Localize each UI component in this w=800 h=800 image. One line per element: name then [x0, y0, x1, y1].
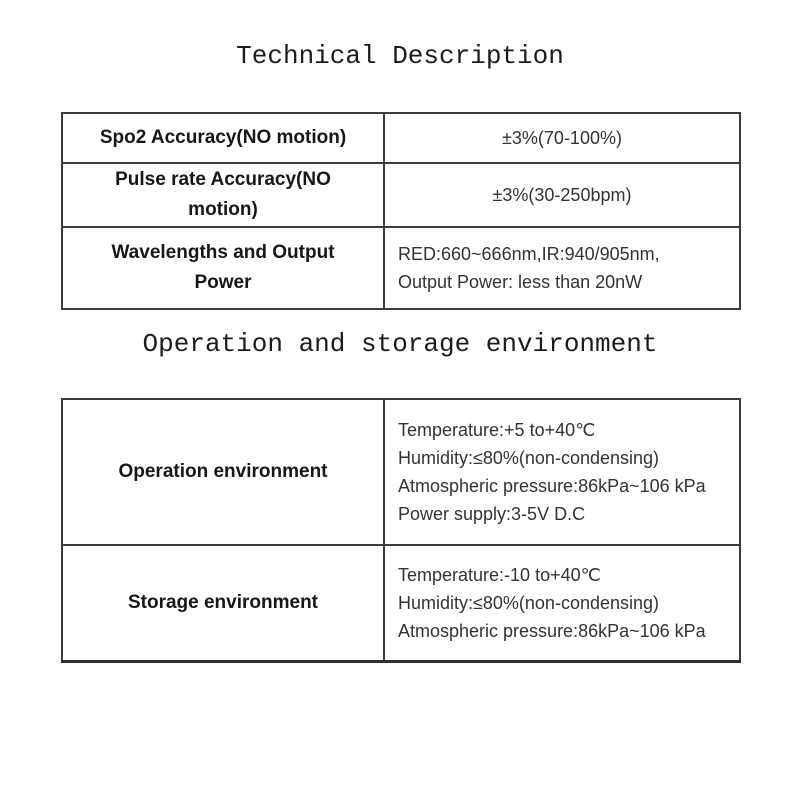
spec-label-wavelengths-output-power: [62, 227, 384, 309]
operation-storage-environment-title: Operation and storage environment: [142, 329, 658, 359]
table-row: [62, 399, 740, 545]
table-row: [62, 163, 740, 227]
spec-label-storage-environment: [62, 545, 384, 661]
spec-value-line: Temperature:+5 to+40℃: [398, 420, 596, 440]
technical-description-table: [61, 112, 741, 310]
spec-value-line: Temperature:-10 to+40℃: [398, 564, 601, 585]
spec-label-pulse-rate-accuracy: [62, 163, 384, 227]
technical-description-title: Technical Description: [236, 41, 564, 71]
spec-label-text: Spo2 Accuracy(NO motion): [99, 127, 347, 148]
spec-value-line: Humidity:≤80%(non-condensing): [398, 592, 660, 613]
spec-value-line: Humidity:≤80%(non-condensing): [398, 448, 660, 468]
spec-value-line: Output Power: less than 20nW: [398, 272, 643, 292]
spec-label-spo2-accuracy: [62, 113, 384, 163]
table-row: [62, 545, 740, 661]
spec-value-spo2-accuracy: ±3%(70-100%): [384, 113, 740, 163]
table-row: [62, 227, 740, 309]
spec-value-line: Atmospheric pressure:86kPa~106 kPa: [398, 620, 706, 641]
environment-table: [61, 398, 741, 663]
spec-label-operation-environment: [62, 399, 384, 545]
spec-value-pulse-rate-accuracy: ±3%(30-250bpm): [384, 163, 740, 227]
spec-value-operation-environment: [384, 399, 740, 545]
spec-value-wavelengths-output-power: [384, 227, 740, 309]
spec-label-text: Operation environment: [118, 461, 328, 482]
spec-label-text: Wavelengths and Output Power: [111, 242, 335, 293]
spec-value-line: Power supply:3-5V D.C: [398, 504, 586, 524]
table-row: [62, 113, 740, 163]
spec-value-line: RED:660~666nm,IR:940/905nm,: [398, 244, 660, 264]
spec-label-text: Storage environment: [127, 591, 319, 613]
spec-value-line: Atmospheric pressure:86kPa~106 kPa: [398, 476, 706, 496]
spec-value-storage-environment: [384, 545, 740, 661]
spec-label-text: Pulse rate Accuracy(NO motion): [115, 169, 331, 220]
